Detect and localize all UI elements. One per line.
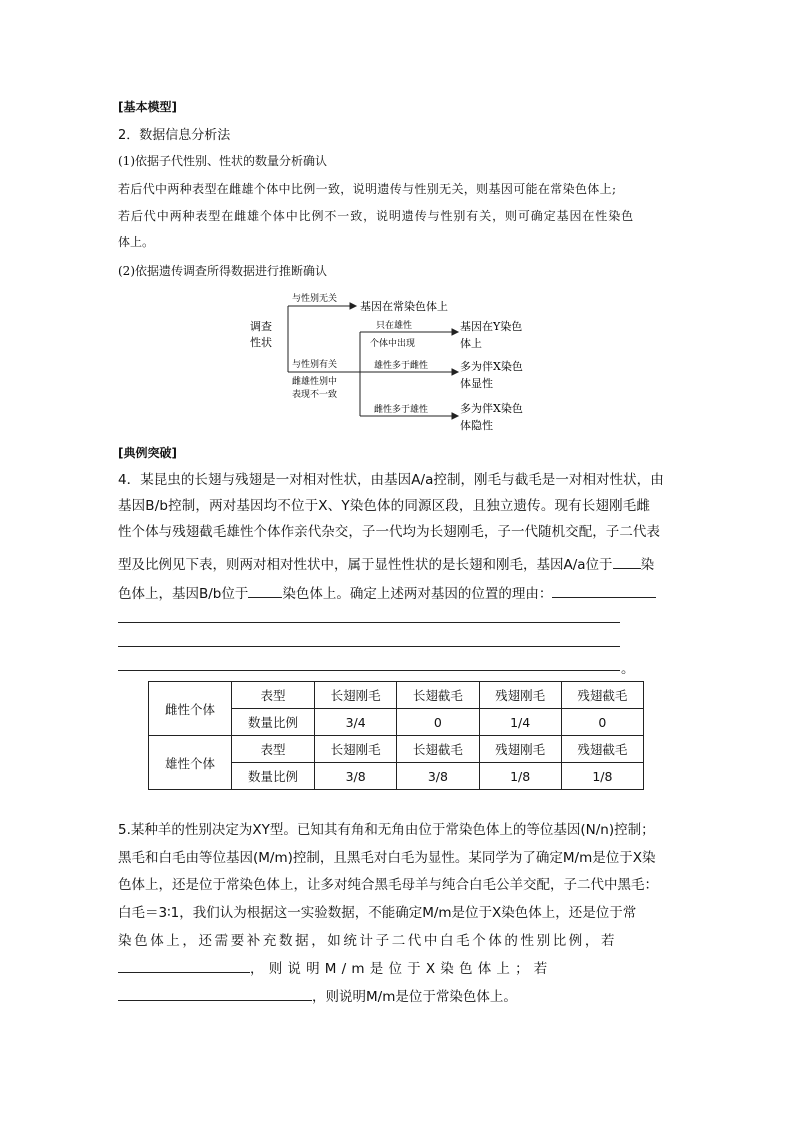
q5-line7 bbox=[118, 985, 517, 1005]
table-col-header: 残翅刚毛 bbox=[479, 736, 561, 763]
answer-blank-q5-1[interactable] bbox=[118, 958, 250, 973]
table-col-header: 长翅截毛 bbox=[397, 736, 479, 763]
q4-line5-b: 染色体上。确定上述两对基因的位置的理由： bbox=[282, 586, 553, 602]
diagram-root-line1: 调查 bbox=[250, 320, 272, 333]
table-col-header: 长翅截毛 bbox=[397, 682, 479, 709]
q4-line4-end: 染 bbox=[640, 557, 655, 573]
diagram-leaf3-label: 雌性多于雄性 bbox=[374, 405, 429, 415]
q5-line7-text: ，则说明M/m是位于常染色体上。 bbox=[312, 989, 517, 1005]
table-cell: 3/8 bbox=[397, 763, 479, 790]
table-cell: 3/8 bbox=[315, 763, 397, 790]
q4-line1: 4．某昆虫的长翅与残翅是一对相对性状，由基因A/a控制，刚毛与截毛是一对相对性状，由 bbox=[118, 472, 664, 488]
table-col-header: 残翅截毛 bbox=[561, 682, 643, 709]
diagram-leaf3-result1: 多为伴X染色 bbox=[460, 402, 523, 415]
answer-line-3[interactable] bbox=[118, 670, 620, 671]
diagram-root-line2: 性状 bbox=[250, 336, 272, 349]
diagram-leaf2-result2: 体显性 bbox=[460, 377, 493, 390]
diagram-leaf1-result2: 体上 bbox=[460, 337, 482, 350]
answer-blank-reason-start[interactable] bbox=[552, 583, 656, 598]
paragraph-2a: 若后代中两种表型在雌雄个体中比例不一致，说明遗传与性别有关，则可确定基因在性染色 bbox=[118, 209, 635, 223]
diagram-branch2-sub1: 雌雄性别中 bbox=[292, 377, 338, 387]
diagram-leaf1-label2: 个体中出现 bbox=[370, 339, 416, 349]
cell-ratio-label: 数量比例 bbox=[232, 709, 315, 736]
q5-line3: 色体上，还是位于常染色体上，让多对纯合黑毛母羊与纯合白毛公羊交配，子二代中黑毛： bbox=[118, 877, 658, 893]
table-cell: 0 bbox=[397, 709, 479, 736]
table-cell: 0 bbox=[561, 709, 643, 736]
q5-line4: 白毛＝3∶1，我们认为根据这一实验数据，不能确定M/m是位于X染色体上，还是位于常 bbox=[118, 905, 637, 921]
answer-line-2[interactable] bbox=[118, 646, 620, 647]
table-cell: 1/8 bbox=[561, 763, 643, 790]
section-header-example: [典例突破] bbox=[118, 446, 177, 460]
q4-line4-text: 型及比例见下表，则两对相对性状中，属于显性性状的是长翅和刚毛，基因A/a位于 bbox=[118, 557, 613, 573]
q5-line6 bbox=[118, 957, 553, 977]
cell-ratio-label: 数量比例 bbox=[232, 763, 315, 790]
diagram-leaf2-label: 雄性多于雌性 bbox=[374, 361, 429, 371]
q4-line5 bbox=[118, 582, 656, 602]
q4-line5-a: 色体上，基因B/b位于 bbox=[118, 586, 249, 602]
q5-line6-text: ，则说明M/m是位于X染色体上；若 bbox=[250, 961, 553, 977]
paragraph-2b: 体上。 bbox=[118, 235, 155, 249]
subsection-2: (2)依据遗传调查所得数据进行推断确认 bbox=[118, 264, 327, 278]
table-col-header: 残翅截毛 bbox=[561, 736, 643, 763]
table-cell: 1/8 bbox=[479, 763, 561, 790]
q5-line1: 5.某种羊的性别决定为XY型。已知其有角和无角由位于常染色体上的等位基因(N/n)控制； bbox=[118, 822, 655, 838]
diagram-branch2-label: 与性别有关 bbox=[292, 360, 338, 370]
table-cell: 1/4 bbox=[479, 709, 561, 736]
diagram-branch2-sub2: 表现不一致 bbox=[292, 390, 338, 400]
cell-phenotype-label: 表型 bbox=[232, 736, 315, 763]
inheritance-flow-diagram bbox=[240, 288, 560, 436]
section-header-basic-model: [基本模型] bbox=[118, 100, 177, 114]
diagram-leaf2-result1: 多为伴X染色 bbox=[460, 360, 523, 373]
table-cell: 3/4 bbox=[315, 709, 397, 736]
table-col-header: 残翅刚毛 bbox=[479, 682, 561, 709]
subsection-1: (1)依据子代性别、性状的数量分析确认 bbox=[118, 154, 327, 168]
paragraph-1: 若后代中两种表型在雌雄个体中比例一致，说明遗传与性别无关，则基因可能在常染色体上; bbox=[118, 182, 617, 196]
q4-line4 bbox=[118, 553, 654, 573]
q4-end-mark: 。 bbox=[621, 661, 635, 677]
row-header-female: 雌性个体 bbox=[149, 682, 232, 736]
q5-line2: 黑毛和白毛由等位基因(M/m)控制，且黑毛对白毛为显性。某同学为了确定M/m是位于X染 bbox=[118, 850, 656, 866]
cell-phenotype-label: 表型 bbox=[232, 682, 315, 709]
table-col-header: 长翅刚毛 bbox=[315, 682, 397, 709]
diagram-leaf1-result1: 基因在Y染色 bbox=[460, 320, 523, 333]
q4-line3: 性个体与残翅截毛雄性个体作亲代杂交，子一代均为长翅刚毛，子一代随机交配，子二代表 bbox=[118, 524, 660, 540]
diagram-branch1-label: 与性别无关 bbox=[292, 294, 338, 304]
section-title: 2．数据信息分析法 bbox=[118, 128, 231, 143]
answer-line-1[interactable] bbox=[118, 622, 620, 623]
table-col-header: 长翅刚毛 bbox=[315, 736, 397, 763]
answer-blank-bb[interactable] bbox=[248, 583, 282, 598]
diagram-leaf3-result2: 体隐性 bbox=[460, 419, 493, 432]
answer-blank-aa[interactable] bbox=[613, 554, 641, 569]
q4-line2: 基因B/b控制，两对基因均不位于X、Y染色体的同源区段，且独立遗传。现有长翅刚毛雌 bbox=[118, 498, 651, 514]
answer-blank-q5-2[interactable] bbox=[118, 986, 312, 1001]
row-header-male: 雄性个体 bbox=[149, 736, 232, 790]
offspring-ratio-table bbox=[148, 681, 644, 790]
diagram-branch1-result: 基因在常染色体上 bbox=[360, 300, 448, 313]
q5-line5: 染色体上，还需要补充数据，如统计子二代中白毛个体的性别比例，若 bbox=[118, 933, 618, 949]
diagram-leaf1-label1: 只在雄性 bbox=[376, 321, 413, 331]
